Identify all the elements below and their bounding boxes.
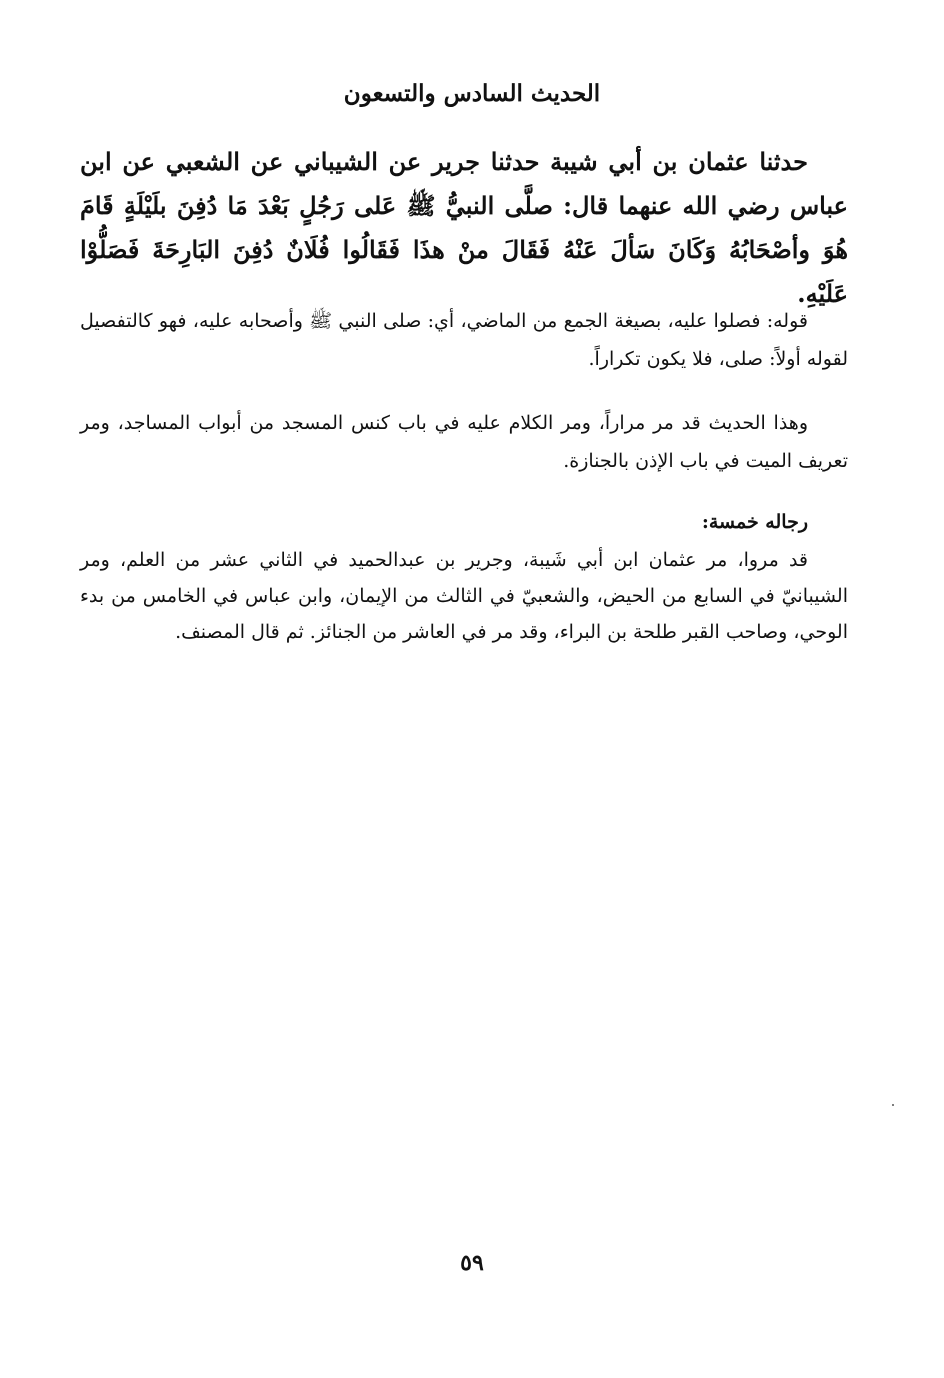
commentary-paragraph-2 (80, 404, 848, 480)
hadith-text (80, 140, 848, 316)
hadith-body: حدثنا عثمان بن أبي شيبة حدثنا جرير عن الشيباني عن الشعبي عن ابن عباس رضي الله عنهما قال: صلَّى النبيُّ ﷺ عَلى رَجُلٍ بَعْدَ مَا دُفِنَ بلَيْلَةٍ قَامَ هُوَ وأصْحَابُهُ وَكَانَ سَألَ عَنْهُ فَقَالَ منْ هذَا فَقَالُوا فُلَانٌ دُفِنَ البَارِحَةَ فَصَلُّوْا عَلَيْهِ. (80, 147, 848, 308)
narrators-heading: رجاله خمسة: (701, 511, 808, 533)
chapter-title: الحديث السادس والتسعون (343, 80, 601, 107)
scan-speck (892, 1104, 894, 1106)
page-number: ٥٩ (460, 1250, 484, 1276)
commentary-text-2: وهذا الحديث قد مر مراراً، ومر الكلام عليه في باب كنس المسجد من أبواب المساجد، ومر تعريف الميت في باب الإذن بالجنازة. (80, 412, 848, 472)
commentary-paragraph-1 (80, 302, 848, 378)
narrators-text: قد مروا، مر عثمان ابن أبي شَيبة، وجرير بن عبدالحميد في الثاني عشر من العلم، ومر الشيبانيّ في السابع من الحيض، والشعبيّ في الثالث من الإيمان، وابن عباس في الخامس من بدء الوحي، وصاحب القبر طلحة بن البراء، وقد مر في العاشر من الجنائز. ثم قال المصنف. (80, 549, 848, 643)
commentary-text-1: قوله: فصلوا عليه، بصيغة الجمع من الماضي، أي: صلى النبي ﷺ وأصحابه عليه، فهو كالتفصيل لقوله أولاً: صلى، فلا يكون تكراراً. (80, 310, 848, 370)
narrators-paragraph (80, 542, 848, 650)
